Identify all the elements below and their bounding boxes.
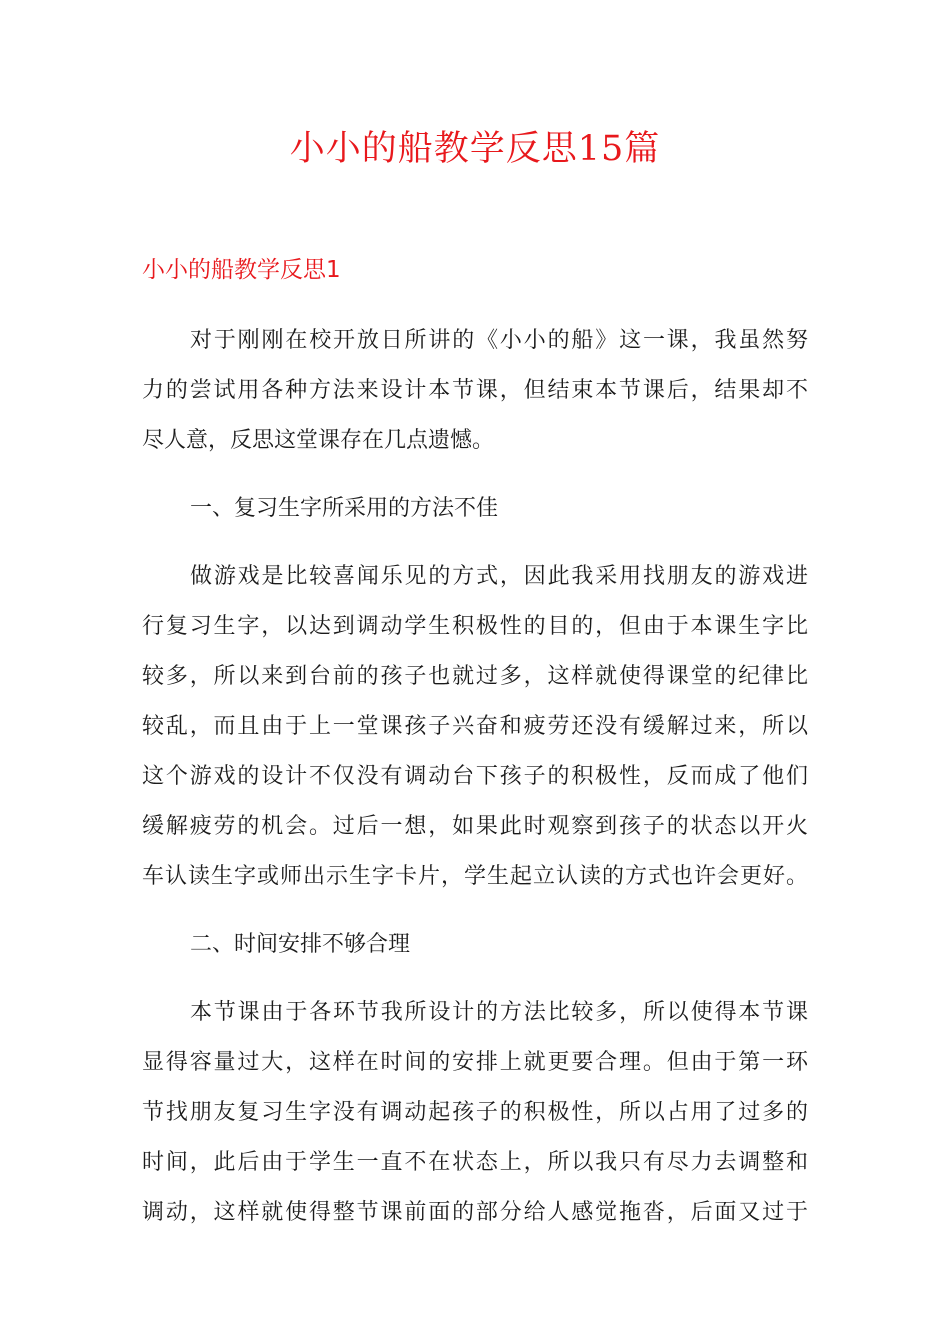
document-body	[142, 316, 808, 1238]
paragraph	[142, 552, 808, 902]
text-line: 车认读生字或师出示生字卡片，学生起立认读的方式也许会更好。	[142, 864, 808, 889]
document-title: 小小的船教学反思15篇	[289, 129, 661, 169]
subheading-paragraph	[142, 484, 808, 534]
subheading-line: 一、复习生字所采用的方法不佳	[190, 496, 499, 521]
text-line: 较多，所以来到台前的孩子也就过多，这样就使得课堂的纪律比	[142, 664, 808, 689]
text-line: 做游戏是比较喜闻乐见的方式，因此我采用找朋友的游戏进	[190, 564, 808, 589]
section-heading: 小小的船教学反思1	[142, 257, 341, 283]
text-line: 本节课由于各环节我所设计的方法比较多，所以使得本节课	[190, 1000, 808, 1025]
text-line: 显得容量过大，这样在时间的安排上就更要合理。但由于第一环	[142, 1050, 808, 1075]
text-line: 节找朋友复习生字没有调动起孩子的积极性，所以占用了过多的	[142, 1100, 808, 1125]
paragraph	[142, 316, 808, 466]
text-line: 行复习生字，以达到调动学生积极性的目的，但由于本课生字比	[142, 614, 808, 639]
text-line: 较乱，而且由于上一堂课孩子兴奋和疲劳还没有缓解过来，所以	[142, 714, 808, 739]
text-line: 调动，这样就使得整节课前面的部分给人感觉拖沓，后面又过于	[142, 1200, 808, 1225]
text-line: 力的尝试用各种方法来设计本节课，但结束本节课后，结果却不	[142, 378, 808, 403]
paragraph	[142, 988, 808, 1238]
text-line: 这个游戏的设计不仅没有调动台下孩子的积极性，反而成了他们	[142, 764, 808, 789]
text-line: 对于刚刚在校开放日所讲的《小小的船》这一课，我虽然努	[190, 328, 808, 353]
text-line: 缓解疲劳的机会。过后一想，如果此时观察到孩子的状态以开火	[142, 814, 808, 839]
subheading-paragraph	[142, 920, 808, 970]
subheading-line: 二、时间安排不够合理	[190, 932, 411, 957]
text-line: 尽人意，反思这堂课存在几点遗憾。	[142, 428, 495, 453]
text-line: 时间，此后由于学生一直不在状态上，所以我只有尽力去调整和	[142, 1150, 808, 1175]
